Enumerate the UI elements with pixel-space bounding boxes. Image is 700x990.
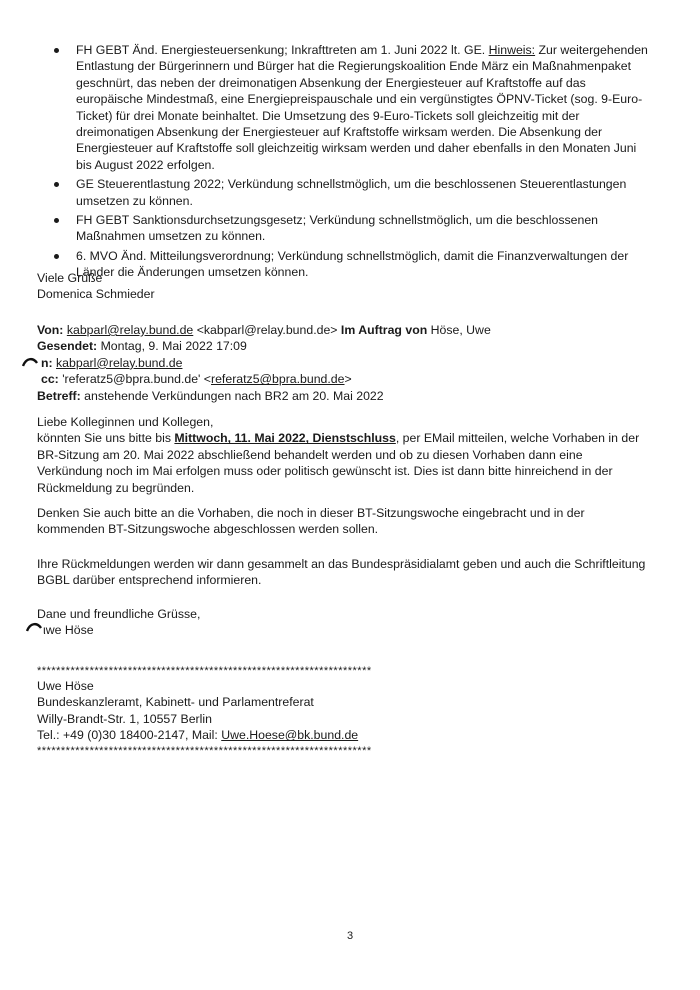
header-to-line <box>37 355 647 371</box>
subject-value: anstehende Verkündungen nach BR2 am 20. Mai 2022 <box>84 388 384 403</box>
to-email-link[interactable]: kabparl@relay.bund.de <box>56 355 183 370</box>
cc-email-link[interactable]: referatz5@bpra.bund.de <box>211 372 345 387</box>
bullet-dot <box>54 254 59 259</box>
header-subject-line <box>37 388 647 404</box>
signoff-greeting: Viele Grüße <box>37 271 103 285</box>
list-item <box>50 212 650 245</box>
paragraph-text: könnten Sie uns bitte bis <box>37 431 175 446</box>
bullet-text: 6. MVO Änd. Mitteilungsverordnung; Verkündung schnellstmöglich, damit die Finanzverwaltungen der Länder die Änderungen umsetzen können. <box>76 248 629 280</box>
list-item <box>50 176 650 209</box>
closing-name: ιwe Höse <box>43 623 94 638</box>
deadline-text: Mittwoch, 11. Mai 2022, Dienstschluss <box>174 431 396 446</box>
from-email-link[interactable]: kabparl@relay.bund.de <box>66 323 194 337</box>
body-paragraph-2: Denken Sie auch bitte an die Vorhaben, die noch in dieser BT-Sitzungswoche eingebracht und in der kommenden BT-Sitzungswoche abgeschlossen werden sollen. <box>37 506 585 537</box>
signoff-block <box>37 270 647 303</box>
header-from-line <box>37 322 647 338</box>
on-behalf-label: Im Auftrag von <box>340 323 428 337</box>
header-cc-line: ᴄc: 'referatz5@bpra.bund.de' <referatz5@bpra.bund.de> <box>41 372 352 387</box>
signature-address: Willy-Brandt-Str. 1, 10557 Berlin <box>37 711 212 726</box>
signoff-name: Domenica Schmieder <box>37 287 155 302</box>
bullet-dot <box>54 48 59 53</box>
body-paragraph-1 <box>37 430 647 496</box>
bullet-text: FH GEBT Sanktionsdurchsetzungsgesetz; Verkündung schnellstmöglich, um die beschlossenen Maßnahmen umsetzen zu können. <box>76 213 598 244</box>
signature-contact <box>37 727 647 743</box>
header-sent-line <box>37 338 647 354</box>
from-email-angle[interactable]: <kabparl@relay.bund.de> <box>196 323 338 337</box>
bullet-text: GE Steuerentlastung 2022; Verkündung schnellstmöglich, um die beschlossenen Steuerentlastungen umsetzen zu können. <box>76 177 627 208</box>
page-number: 3 <box>346 930 354 942</box>
sent-label: Gesendet: <box>37 339 98 354</box>
bullet-dot <box>54 182 59 187</box>
cc-quoted: 'referatz5@bpra.bund.de' <box>62 372 201 387</box>
signature-name: Uwe Höse <box>37 679 94 693</box>
closing-block <box>37 606 647 639</box>
paragraph-text: , per EMail mitteilen, welche Vorhaben in der BR-Sitzung am 20. Mai 2022 abschließend behandelt werden und ob zu diesen Vorhaben dann eine Verkündung noch im Mai erfolgen muss oder politisch gewünscht ist. Dies ist dann bitte hinreichend in der Rückmeldung zu begründen. <box>37 431 640 495</box>
salutation: Liebe Kolleginnen und Kollegen, <box>37 415 214 429</box>
on-behalf-name: Höse, Uwe <box>430 323 491 337</box>
email-body <box>37 414 647 496</box>
sent-value: Montag, 9. Mai 2022 17:09 <box>100 339 247 354</box>
signature-divider-bottom: ********************************************************************** <box>37 744 372 757</box>
body-paragraph-3: Ihre Rückmeldungen werden wir dann gesammelt an das Bundespräsidialamt geben und auch die Schriftleitung BGBL darüber entsprechend informieren. <box>37 557 646 588</box>
bullet-dot <box>54 218 59 223</box>
bullet-text: FH GEBT Änd. Energiesteuersenkung; Inkrafttreten am 1. Juni 2022 lt. GE. <box>76 43 489 57</box>
scan-mark-icon <box>22 357 38 367</box>
signature-tel: Tel.: +49 (0)30 18400-2147, Mail: <box>37 728 222 743</box>
list-item <box>50 42 650 173</box>
email-header <box>37 322 647 404</box>
hint-label: Hinweis: <box>488 43 536 57</box>
bullet-text-continued: Zur weitergehenden Entlastung der Bürgerinnern und Bürger hat die Regierungskoalition Ende März ein Maßnahmenpaket geschnürt, das neben der dreimonatigen Absenkung der Energiesteuer auf Kraftstoffe auf das europäische Mindestmaß, eine Energiepreispauschale und ein vergünstigtes ÖPNV-Ticket (sog. 9-Euro-Ticket) für drei Monate beinhaltet. Die Umsetzung des 9-Euro-Tickets soll gleichzeitig mit der dreimonatigen Absenkung der Energiesteuer auf Kraftstoffe wirksam werden. Die Absenkung der Energiesteuer auf Kraftstoffe soll gleichzeitig wirksam werden und daher ebenfalls in den Monaten Juni bis August 2022 erfolgen. <box>76 43 648 172</box>
to-label: n: <box>41 355 53 370</box>
cc-label: ᴄc: <box>41 372 59 387</box>
from-label: Von: <box>37 323 64 337</box>
signature-org: Bundeskanzleramt, Kabinett- und Parlamentreferat <box>37 695 314 710</box>
subject-label: Betreff: <box>37 388 81 403</box>
signature-block <box>37 664 647 758</box>
signature-mail-link[interactable]: Uwe.Hoese@bk.bund.de <box>221 728 359 743</box>
signature-divider-top: ********************************************************************** <box>37 665 372 677</box>
closing-text: Dane und freundliche Grüsse, <box>37 607 201 621</box>
bullet-list <box>50 42 650 284</box>
